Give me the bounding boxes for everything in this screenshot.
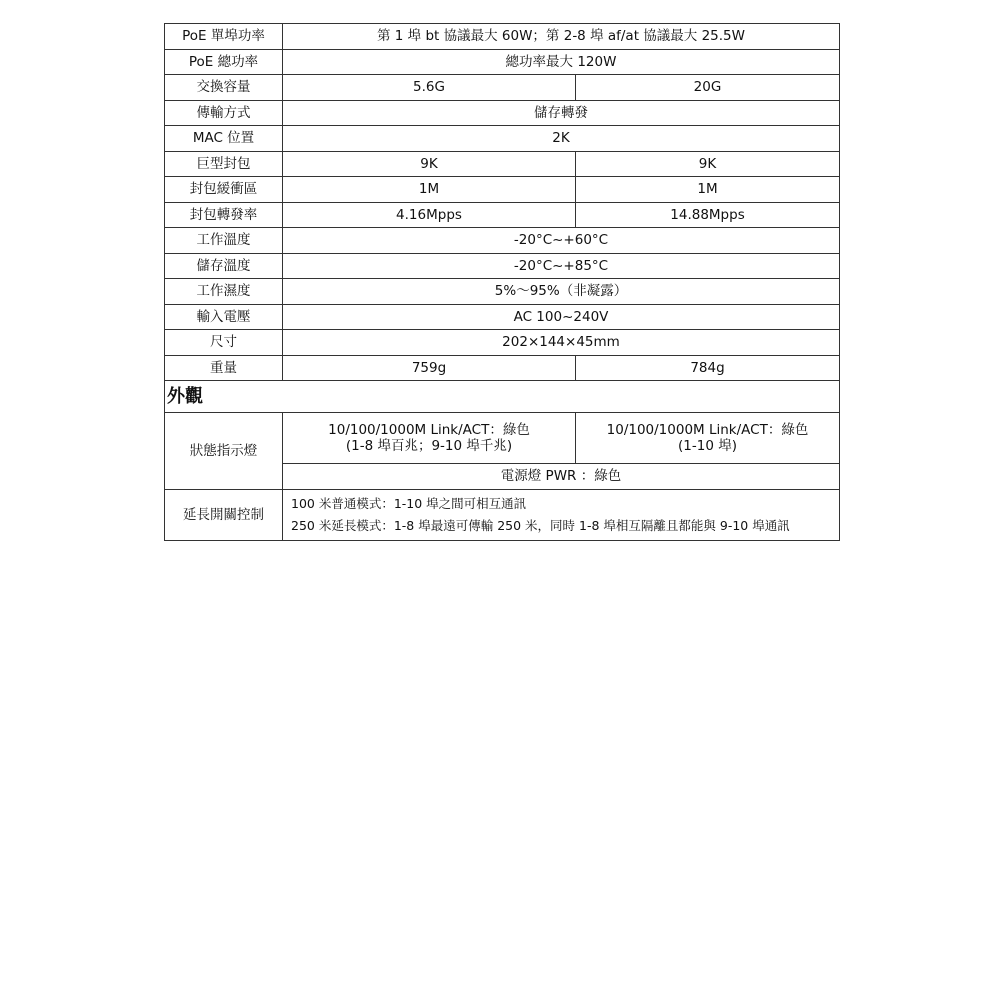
spec-row [165,304,840,330]
spec-label: 輸入電壓 [165,304,283,330]
spec-table [164,23,840,541]
spec-label: 重量 [165,355,283,381]
spec-row [165,24,840,50]
extend-switch-row [165,489,840,540]
spec-row [165,355,840,381]
spec-value-right: 1M [576,177,840,203]
spec-value-right: 9K [576,151,840,177]
extend-switch-value [283,489,840,540]
section-title: 外觀 [165,381,840,413]
spec-row [165,228,840,254]
spec-value-left: 1M [283,177,576,203]
spec-value: 202×144×45mm [283,330,840,356]
status-led-label: 狀態指示燈 [165,413,283,490]
spec-value: -20°C~+85°C [283,253,840,279]
spec-value-right: 20G [576,75,840,101]
spec-value-right: 14.88Mpps [576,202,840,228]
spec-label: PoE 總功率 [165,49,283,75]
spec-row [165,126,840,152]
spec-value-left: 5.6G [283,75,576,101]
spec-value: AC 100~240V [283,304,840,330]
appearance-section [165,381,840,541]
spec-value: 總功率最大 120W [283,49,840,75]
spec-label: 尺寸 [165,330,283,356]
spec-label: PoE 單埠功率 [165,24,283,50]
spec-row [165,177,840,203]
spec-value: 儲存轉發 [283,100,840,126]
spec-label: 交換容量 [165,75,283,101]
status-led-right [576,413,840,464]
spec-value-left: 759g [283,355,576,381]
section-row [165,381,840,413]
status-led-row [165,413,840,464]
spec-row [165,279,840,305]
spec-row [165,49,840,75]
spec-label: 傳輸方式 [165,100,283,126]
spec-value: 第 1 埠 bt 協議最大 60W；第 2-8 埠 af/at 協議最大 25.5W [283,24,840,50]
spec-label: 巨型封包 [165,151,283,177]
status-led-left-line2: (1-8 埠百兆；9-10 埠千兆) [345,438,513,454]
spec-row [165,75,840,101]
spec-table-body [165,24,840,381]
spec-value-right: 784g [576,355,840,381]
extend-switch-line1: 100 米普通模式：1-10 埠之間可相互通訊 [291,495,527,511]
spec-value: 2K [283,126,840,152]
spec-value-left: 9K [283,151,576,177]
spec-value: 5%～95%（非凝露） [283,279,840,305]
spec-row [165,151,840,177]
spec-label: 儲存溫度 [165,253,283,279]
spec-row [165,330,840,356]
spec-label: 封包轉發率 [165,202,283,228]
spec-label: 工作濕度 [165,279,283,305]
spec-row [165,253,840,279]
status-led-right-line2: (1-10 埠) [678,438,737,454]
status-led-right-line1: 10/100/1000M Link/ACT：綠色 [606,422,809,438]
spec-label: 封包緩衝區 [165,177,283,203]
power-led-value: 電源燈 PWR ：綠色 [283,464,840,490]
extend-switch-line2: 250 米延長模式：1-8 埠最遠可傳輸 250 米，同時 1-8 埠相互隔離且都能與 9-10 埠通訊 [291,517,790,533]
spec-row [165,202,840,228]
status-led-left-line1: 10/100/1000M Link/ACT：綠色 [328,422,530,438]
spec-label: 工作溫度 [165,228,283,254]
spec-value-left: 4.16Mpps [283,202,576,228]
extend-switch-label: 延長開關控制 [165,489,283,540]
spec-row [165,100,840,126]
status-led-left [283,413,576,464]
spec-value: -20°C~+60°C [283,228,840,254]
spec-label: MAC 位置 [165,126,283,152]
